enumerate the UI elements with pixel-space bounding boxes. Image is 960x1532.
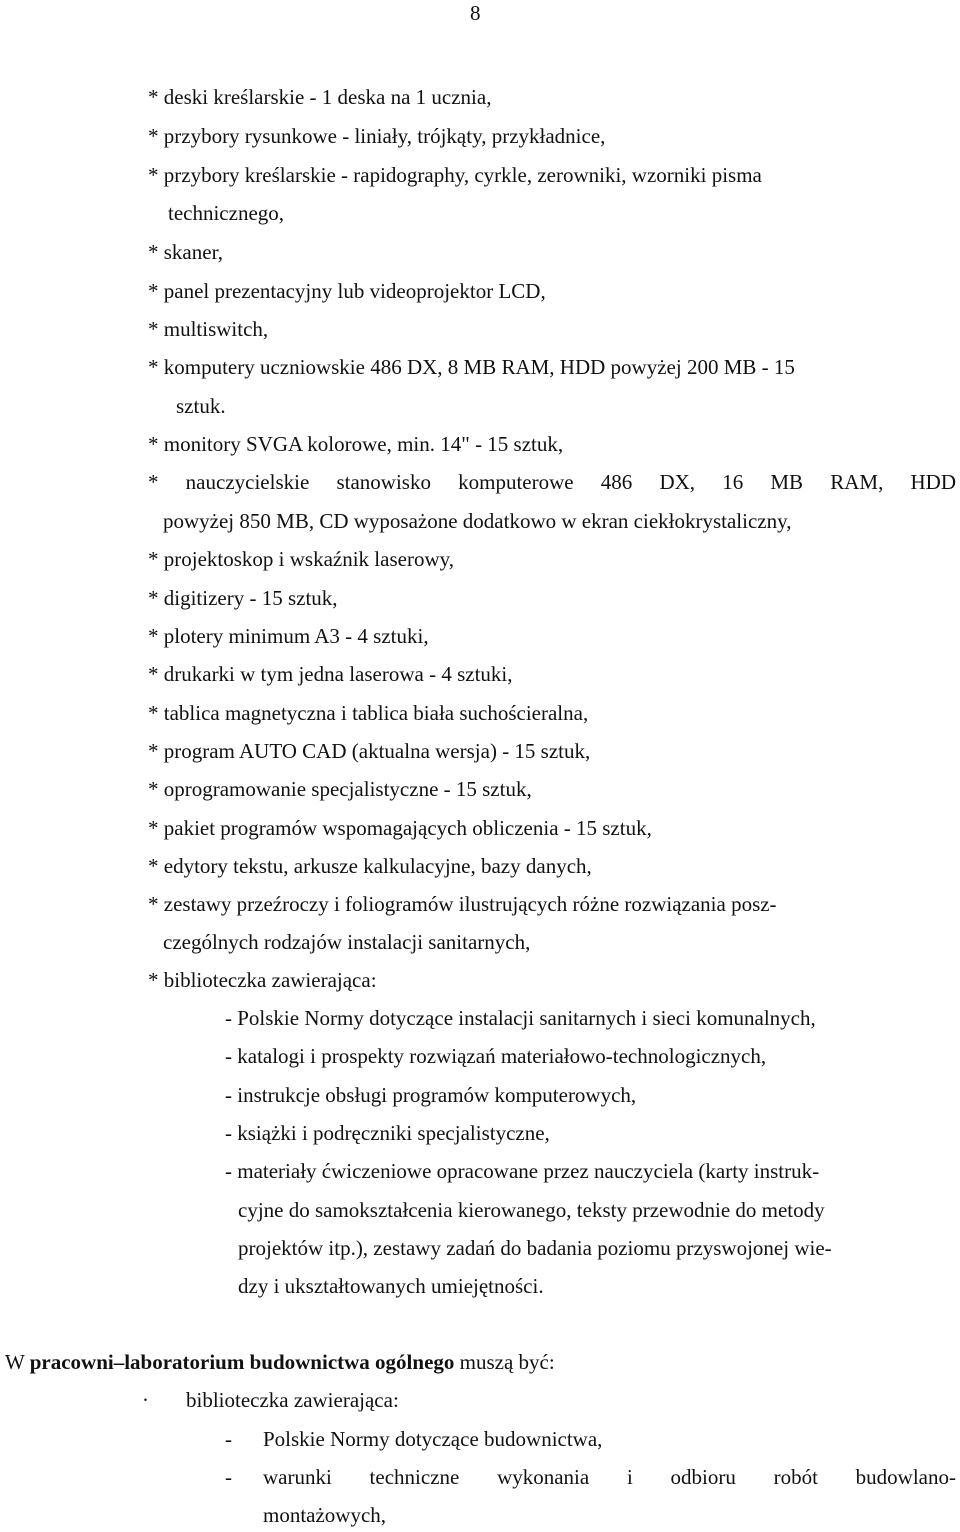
list-item: * projektoskop i wskaźnik laserowy, [148, 547, 454, 571]
list-item-continuation: czególnych rodzajów instalacji sanitarnych, [163, 930, 531, 954]
sub-list-item: - instrukcje obsługi programów komputerowych, [225, 1083, 637, 1107]
sub-list-item-continuation: projektów itp.), zestawy zadań do badania poziomu przyswojonej wie- [238, 1236, 832, 1260]
dash-item: warunki techniczne wykonania i odbioru robót budowlano- [263, 1465, 956, 1489]
list-item: * skaner, [148, 240, 223, 264]
list-item: * plotery minimum A3 - 4 sztuki, [148, 624, 429, 648]
section-heading [5, 1352, 555, 1373]
heading-suffix: muszą być: [454, 1350, 555, 1374]
sub-list-item: - katalogi i prospekty rozwiązań materiałowo-technologicznych, [225, 1044, 767, 1068]
sub-list-item-continuation: cyjne do samokształcenia kierowanego, teksty przewodnie do metody [238, 1198, 825, 1222]
bullet-item: biblioteczka zawierająca: [186, 1388, 399, 1412]
list-item: * komputery uczniowskie 486 DX, 8 MB RAM, HDD powyżej 200 MB - 15 [148, 355, 795, 379]
list-item: * program AUTO CAD (aktualna wersja) - 15 sztuk, [148, 739, 591, 763]
sub-list-item: - Polskie Normy dotyczące instalacji sanitarnych i sieci komunalnych, [225, 1006, 816, 1030]
list-item-continuation: sztuk. [176, 394, 226, 418]
sub-list-item-continuation: dzy i ukształtowanych umiejętności. [238, 1274, 544, 1298]
list-item: * zestawy przeźroczy i foliogramów ilustrujących różne rozwiązania posz- [148, 892, 777, 916]
list-item: * nauczycielskie stanowisko komputerowe 486 DX, 16 MB RAM, HDD [148, 470, 956, 494]
sub-list-item: - materiały ćwiczeniowe opracowane przez nauczyciela (karty instruk- [225, 1159, 820, 1183]
heading-bold: pracowni–laboratorium budownictwa ogólnego [29, 1350, 455, 1374]
page-number: 8 [470, 1, 481, 25]
list-item: * monitory SVGA kolorowe, min. 14" - 15 sztuk, [148, 432, 564, 456]
list-item: * digitizery - 15 sztuk, [148, 586, 338, 610]
dash-item: Polskie Normy dotyczące budownictwa, [263, 1427, 603, 1451]
list-item: * drukarki w tym jedna laserowa - 4 sztuki, [148, 662, 513, 686]
list-item: * biblioteczka zawierająca: [148, 968, 377, 992]
list-item: * panel prezentacyjny lub videoprojektor LCD, [148, 279, 546, 303]
dash-mark: - [225, 1465, 232, 1489]
list-item: * oprogramowanie specjalistyczne - 15 sztuk, [148, 777, 532, 801]
list-item-continuation: technicznego, [168, 201, 285, 225]
list-item: * tablica magnetyczna i tablica biała suchościeralna, [148, 701, 589, 725]
list-item: * przybory rysunkowe - liniały, trójkąty, przykładnice, [148, 124, 606, 148]
list-item: * deski kreślarskie - 1 deska na 1 ucznia, [148, 85, 492, 109]
list-item: * edytory tekstu, arkusze kalkulacyjne, bazy danych, [148, 854, 592, 878]
sub-list-item: - książki i podręczniki specjalistyczne, [225, 1121, 550, 1145]
list-item-continuation: powyżej 850 MB, CD wyposażone dodatkowo w ekran ciekłokrystaliczny, [163, 509, 792, 533]
heading-prefix: W [5, 1350, 30, 1374]
dash-mark: - [225, 1427, 232, 1451]
list-item: * przybory kreślarskie - rapidography, cyrkle, zerowniki, wzorniki pisma [148, 163, 762, 187]
list-item: * multiswitch, [148, 317, 269, 341]
dash-item-continuation: montażowych, [263, 1503, 387, 1527]
list-item: * pakiet programów wspomagających obliczenia - 15 sztuk, [148, 816, 652, 840]
bullet-mark: · [142, 1388, 149, 1412]
